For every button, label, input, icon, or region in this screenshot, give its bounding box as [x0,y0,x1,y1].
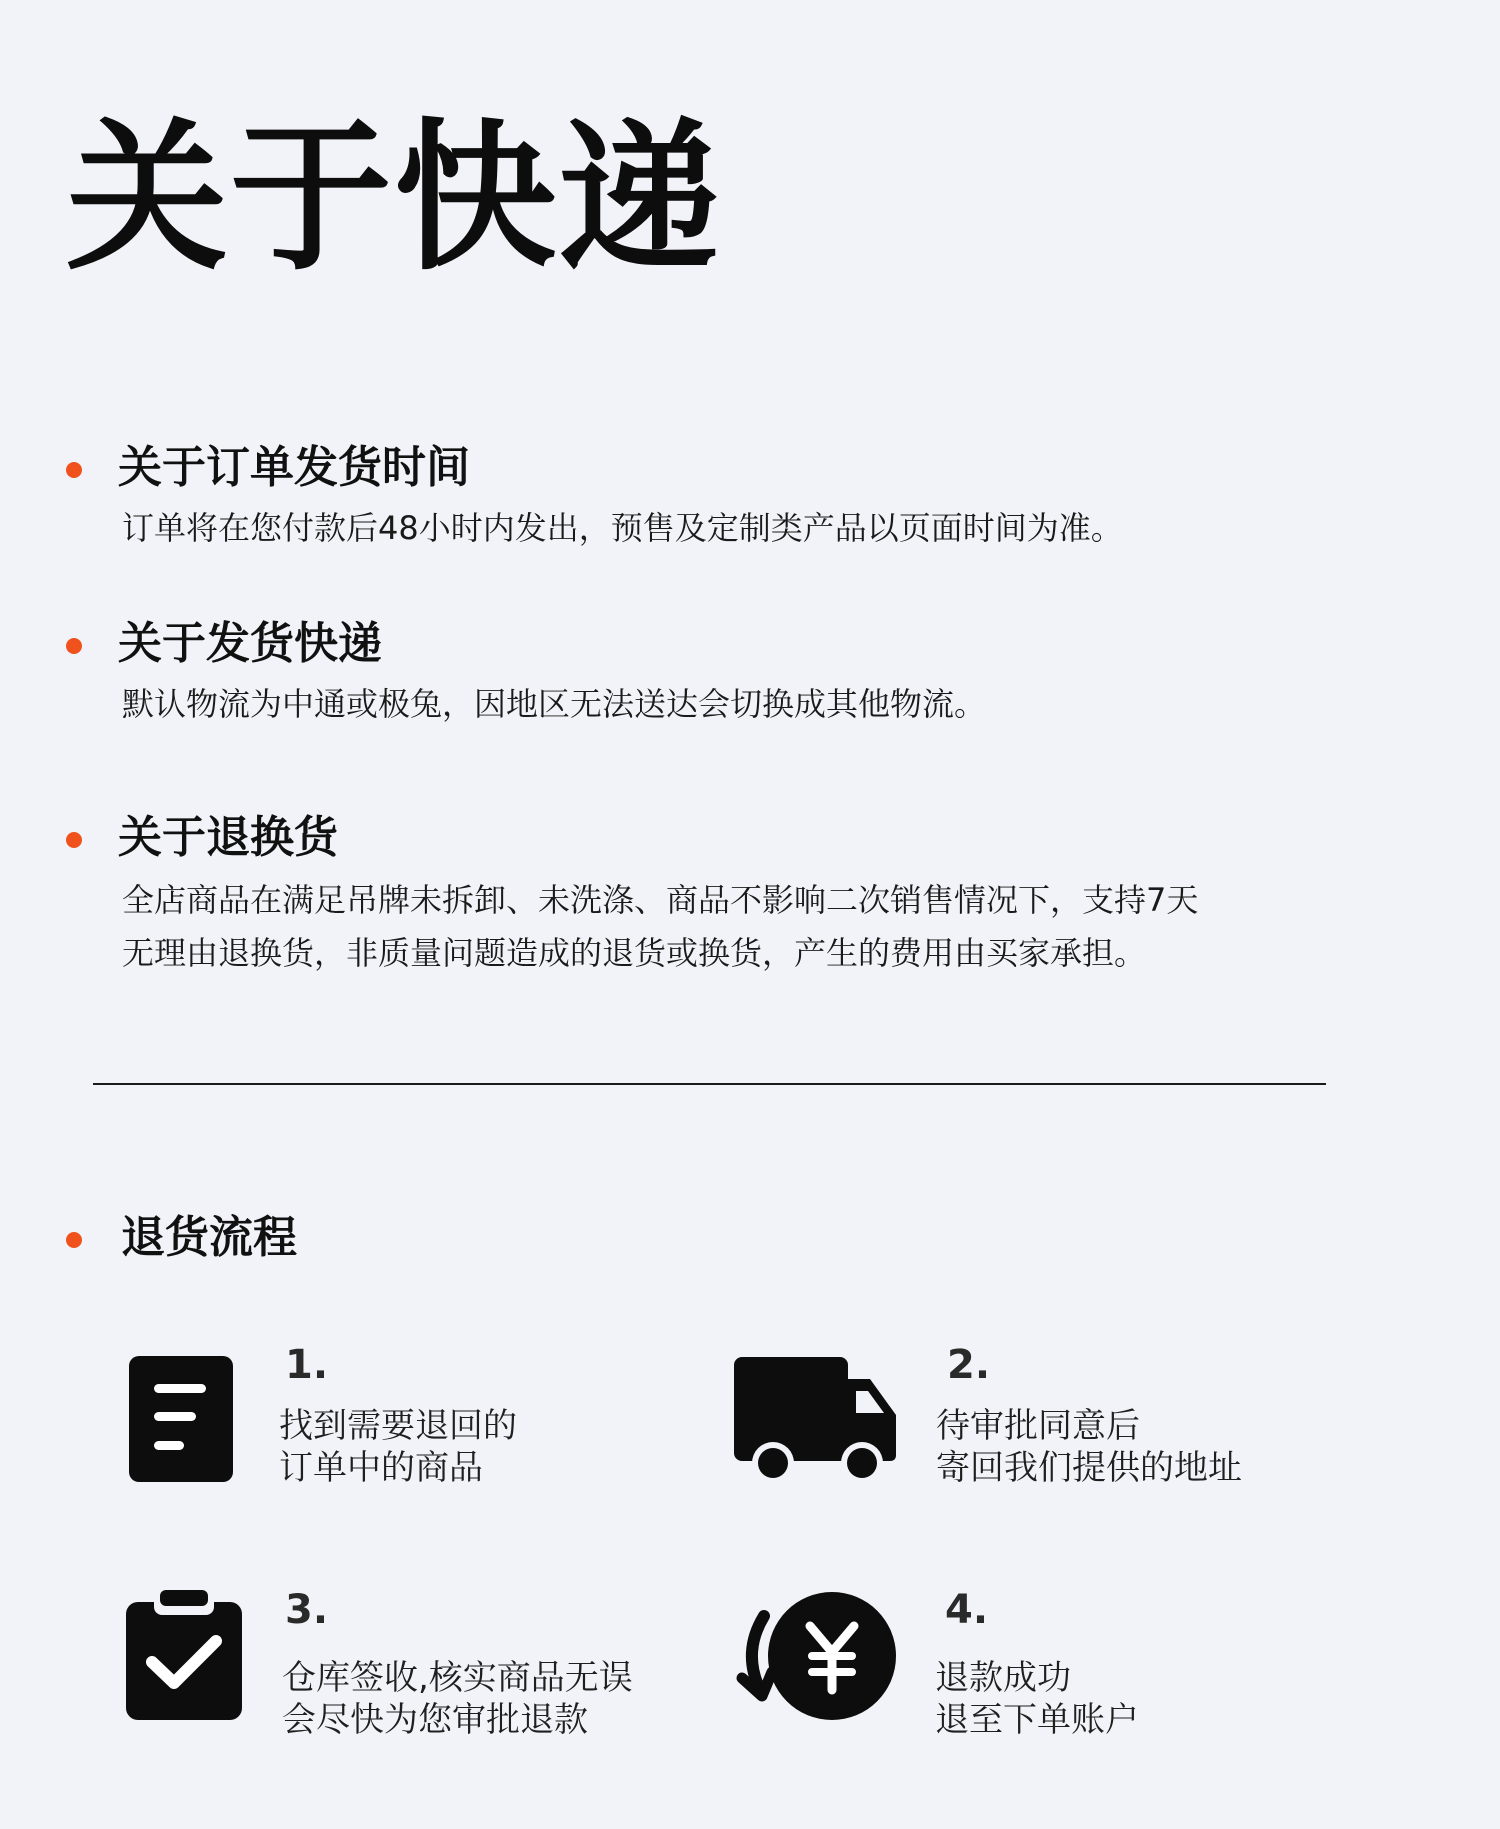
section-body-line: 全店商品在满足吊牌未拆卸、未洗涤、商品不影响二次销售情况下，支持7天 [122,881,1199,919]
section-body-line: 无理由退换货，非质量问题造成的退货或换货，产生的费用由买家承担。 [122,934,1147,972]
step-description [936,1405,1242,1489]
step-line: 待审批同意后 [936,1406,1140,1446]
section-heading: 关于订单发货时间 [118,442,470,493]
step-line: 退至下单账户 [935,1700,1139,1740]
section-body-line: 订单将在您付款后48小时内发出，预售及定制类产品以页面时间为准。 [122,509,1123,547]
step-line: 找到需要退回的 [279,1406,517,1446]
section-body [122,874,1198,980]
step-line: 寄回我们提供的地址 [936,1448,1242,1488]
step-number: 1. [285,1342,329,1388]
section-body [122,502,1123,555]
section-body [122,678,986,731]
step-number: 2. [947,1342,991,1388]
yuan-refund-icon [722,1590,898,1726]
step-line: 退款成功 [935,1658,1071,1698]
bullet-dot [66,638,82,654]
section-heading: 关于发货快递 [118,618,382,669]
step-line: 会尽快为您审批退款 [282,1700,588,1740]
step-number: 3. [285,1587,329,1633]
divider [93,1083,1326,1085]
section-heading: 退货流程 [121,1212,297,1263]
bullet-dot [66,462,82,478]
step-line: 仓库签收,核实商品无误 [282,1658,633,1698]
bullet-dot [66,832,82,848]
clipboard-check-icon [124,1590,244,1726]
section-heading: 关于退换货 [118,812,338,863]
document-list-icon [127,1354,235,1488]
page-title: 关于快递 [66,105,722,293]
step-description [935,1657,1139,1741]
step-number: 4. [945,1587,989,1633]
step-description [279,1405,517,1489]
bullet-dot [66,1232,82,1248]
step-line: 订单中的商品 [279,1448,483,1488]
delivery-truck-icon [732,1355,898,1489]
section-body-line: 默认物流为中通或极兔，因地区无法送达会切换成其他物流。 [122,685,987,723]
step-description [282,1657,633,1741]
